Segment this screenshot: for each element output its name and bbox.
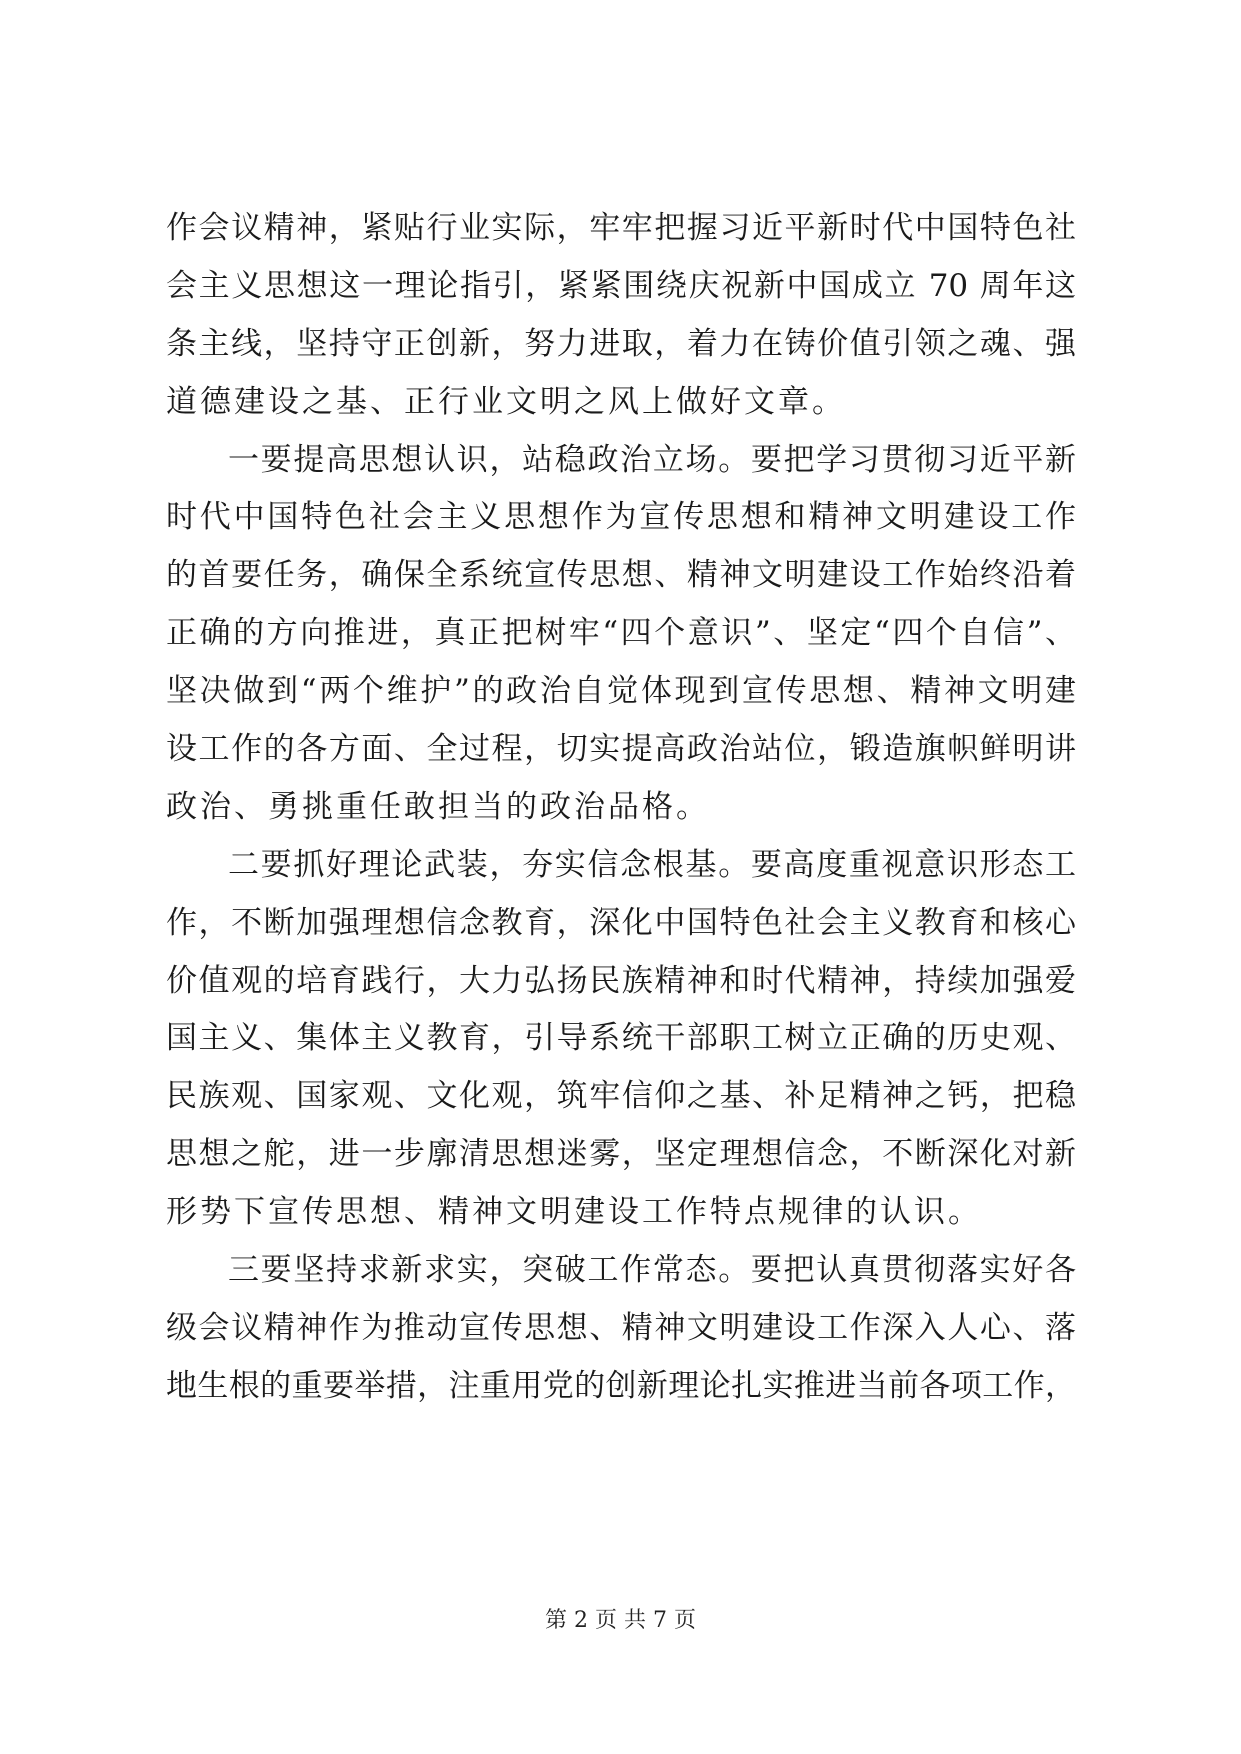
text-line: 会主义思想这一理论指引，紧紧围绕庆祝新中国成立 70 周年这 [166,268,1076,304]
page-number-footer: 第 2 页 共 7 页 [545,1608,696,1633]
text-line: 的首要任务，确保全系统宣传思想、精神文明建设工作始终沿着 [166,557,1076,593]
text-line: 形势下宣传思想、精神文明建设工作特点规律的认识。 [166,1194,982,1230]
text-line: 级会议精神作为推动宣传思想、精神文明建设工作深入人心、落 [166,1310,1076,1346]
text-line: 民族观、国家观、文化观，筑牢信仰之基、补足精神之钙，把稳 [166,1078,1076,1114]
text-line: 国主义、集体主义教育，引导系统干部职工树立正确的历史观、 [166,1020,1076,1056]
text-line: 坚决做到“两个维护”的政治自觉体现到宣传思想、精神文明建 [166,673,1076,709]
paragraph-first-line: 二要抓好理论武装，夯实信念根基。要高度重视意识形态工 [228,847,1076,883]
paragraph-first-line: 三要坚持求新求实，突破工作常态。要把认真贯彻落实好各 [228,1252,1076,1288]
text-line: 政治、勇挑重任敢担当的政治品格。 [166,789,710,825]
text-line: 正确的方向推进，真正把树牢“四个意识”、坚定“四个自信”、 [166,615,1076,651]
paragraph-first-line: 一要提高思想认识，站稳政治立场。要把学习贯彻习近平新 [228,442,1076,478]
text-line: 价值观的培育践行，大力弘扬民族精神和时代精神，持续加强爱 [166,963,1076,999]
text-line: 道德建设之基、正行业文明之风上做好文章。 [166,384,846,420]
text-line: 地生根的重要举措，注重用党的创新理论扎实推进当前各项工作， [166,1368,1076,1404]
text-line: 作，不断加强理想信念教育，深化中国特色社会主义教育和核心 [166,905,1076,941]
text-line: 条主线，坚持守正创新，努力进取，着力在铸价值引领之魂、强 [166,326,1076,362]
text-line: 作会议精神，紧贴行业实际，牢牢把握习近平新时代中国特色社 [166,210,1076,246]
text-line: 思想之舵，进一步廓清思想迷雾，坚定理想信念，不断深化对新 [166,1136,1076,1172]
text-line: 时代中国特色社会主义思想作为宣传思想和精神文明建设工作 [166,499,1076,535]
text-line: 设工作的各方面、全过程，切实提高政治站位，锻造旗帜鲜明讲 [166,731,1076,767]
